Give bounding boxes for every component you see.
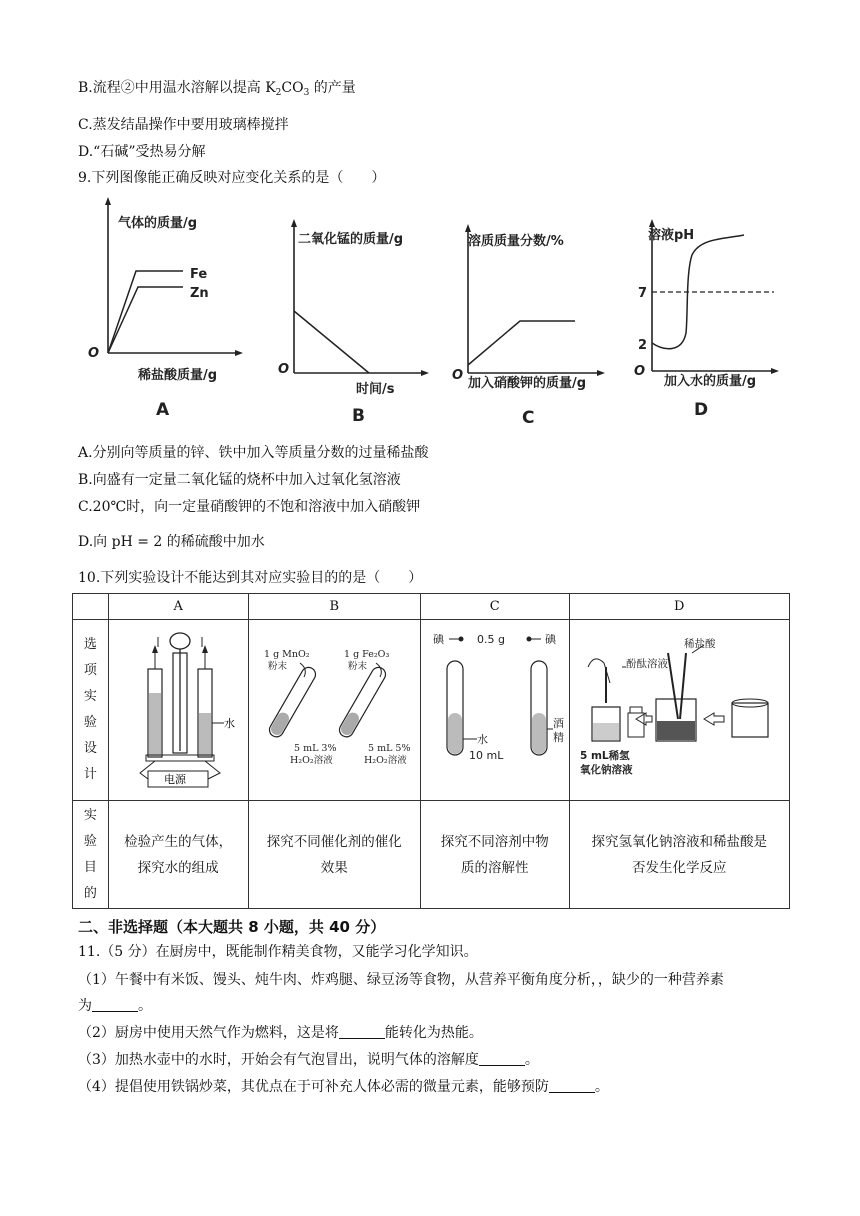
label-water-a: 水 (224, 717, 236, 730)
graph-d-tick-2: 2 (638, 338, 648, 353)
q10-purpose-b: 探究不同催化剂的催化 效果 (248, 801, 420, 909)
svg-text:粉末: 粉末 (268, 661, 288, 672)
graph-d-xlabel: 加入水的质量/g (664, 374, 757, 389)
svg-text:粉末: 粉末 (348, 661, 368, 672)
graph-c-ylabel: 溶质质量分数/% (468, 234, 564, 249)
q10-purpose-d: 探究氢氧化钠溶液和稀盐酸是 否发生化学反应 (569, 801, 790, 909)
q9-option-b: B.向盛有一定量二氧化锰的烧杯中加入过氧化氢溶液 (78, 472, 401, 488)
graph-c-origin: O (452, 368, 464, 383)
graph-c (450, 193, 620, 433)
electrolysis-apparatus (118, 623, 238, 793)
graph-b (274, 193, 459, 433)
label-fe2o3: 1 g Fe₂O₃ (344, 649, 390, 660)
graph-a (78, 193, 258, 433)
q10-header-b: B (248, 594, 420, 620)
label-h2o2-5: 5 mL 5% (368, 743, 411, 754)
q8-option-c: C.蒸发结晶操作中要用玻璃棒搅拌 (78, 117, 289, 133)
label-phenolphthalein: 酚酞溶液 (626, 658, 669, 670)
graph-d-letter: D (694, 400, 709, 420)
label-volume: 10 mL (468, 749, 504, 762)
graph-a-series-fe: Fe (190, 267, 208, 282)
neutralization-setup (574, 623, 784, 793)
q11-part3: （3）加热水壶中的水时，开始会有气泡冒出，说明气体的溶解度 。 (78, 1052, 539, 1068)
label-h2o2-3: 5 mL 3% (294, 743, 337, 754)
svg-text:H₂O₂溶液: H₂O₂溶液 (364, 755, 407, 766)
graph-c-letter: C (522, 408, 535, 428)
label-hcl: 稀盐酸 (684, 638, 716, 650)
q11-part2: （2）厨房中使用天然气作为燃料，这是将 能转化为热能。 (78, 1025, 483, 1041)
q11-part1: （1）午餐中有米饭、馒头、炖牛肉、炸鸡腿、绿豆汤等食物，从营养平衡角度分析，，缺少的一种营养素 (78, 972, 724, 988)
svg-text:H₂O₂溶液: H₂O₂溶液 (290, 755, 333, 766)
label-water-c: 水 (476, 733, 488, 746)
q10-purpose-row (73, 801, 790, 909)
q10-header-d: D (569, 594, 790, 620)
q8-option-b: B.流程②中用温水溶解以提高 $K_2CO_3$ 的产量 (78, 80, 356, 98)
label-naoh-1: 5 mL稀氢 (580, 750, 630, 762)
graph-c-xlabel: 加入硝酸钾的质量/g (468, 376, 587, 391)
graph-d (634, 193, 784, 433)
section2-title: 二、非选择题（本大题共 8 小题，共 40 分） (78, 918, 386, 936)
graph-a-ylabel: 气体的质量/g (118, 216, 198, 231)
graph-b-letter: B (352, 406, 365, 426)
q9-stem: 9.下列图像能正确反映对应变化关系的是（ ） (78, 170, 386, 186)
q10-design-label: 选 项 实 验 设 计 (73, 620, 109, 801)
graph-a-letter: A (156, 400, 170, 420)
q9-graphs (78, 193, 793, 433)
catalyst-tubes (254, 623, 414, 793)
q8-option-d: D.“石碱”受热易分解 (78, 144, 206, 160)
graph-d-ylabel: 溶液pH (648, 228, 695, 243)
label-alcohol-1: 酒 (552, 717, 564, 730)
answer-blank-4[interactable] (549, 1078, 595, 1093)
q10-design-row (73, 620, 790, 801)
q10-design-a (108, 620, 248, 801)
label-mno2: 1 g MnO₂ (264, 649, 310, 660)
graph-a-series-zn: Zn (190, 286, 209, 301)
q9-option-a: A.分别向等质量的锌、铁中加入等质量分数的过量稀盐酸 (78, 445, 429, 461)
graph-d-tick-7: 7 (638, 286, 648, 301)
graph-d-origin: O (634, 364, 646, 379)
q10-stem: 10.下列实验设计不能达到其对应实验目的的是（ ） (78, 570, 423, 586)
graph-b-xlabel: 时间/s (356, 382, 395, 397)
graph-b-ylabel: 二氧化锰的质量/g (298, 232, 404, 247)
label-iodine-1: 碘 (432, 633, 444, 646)
q10-table (72, 593, 790, 909)
q10-header-a: A (108, 594, 248, 620)
answer-blank-2[interactable] (339, 1024, 385, 1039)
label-iodine-2: 碘 (544, 633, 556, 646)
svg-text:精: 精 (552, 731, 564, 744)
q11-part1-cont: 为 。 (78, 998, 152, 1014)
q10-design-b (248, 620, 420, 801)
q9-option-c: C.20℃时，向一定量硝酸钾的不饱和溶液中加入硝酸钾 (78, 499, 421, 515)
graph-a-origin: O (88, 346, 100, 361)
q10-design-c (420, 620, 569, 801)
label-power: 电源 (164, 773, 187, 786)
q10-header-row (73, 594, 790, 620)
answer-blank-1[interactable] (92, 997, 138, 1012)
svg-text:氧化钠溶液: 氧化钠溶液 (580, 764, 633, 776)
q11-stem: 11.（5 分）在厨房中，既能制作精美食物，又能学习化学知识。 (78, 944, 478, 960)
q9-option-d: D.向 pH = 2 的稀硫酸中加水 (78, 534, 265, 550)
q10-purpose-a: 检验产生的气体， 探究水的组成 (108, 801, 248, 909)
label-mass: 0.5 g (476, 633, 505, 646)
q10-purpose-c: 探究不同溶剂中物 质的溶解性 (420, 801, 569, 909)
q11-part4: （4）提倡使用铁锅炒菜，其优点在于可补充人体必需的微量元素，能够预防 。 (78, 1079, 609, 1095)
q10-header-c: C (420, 594, 569, 620)
graph-a-xlabel: 稀盐酸质量/g (138, 368, 218, 383)
q10-design-d (569, 620, 790, 801)
answer-blank-3[interactable] (479, 1051, 525, 1066)
q10-purpose-label: 实 验 目 的 (73, 801, 109, 909)
graph-b-origin: O (278, 362, 290, 377)
solubility-tubes (425, 623, 565, 793)
